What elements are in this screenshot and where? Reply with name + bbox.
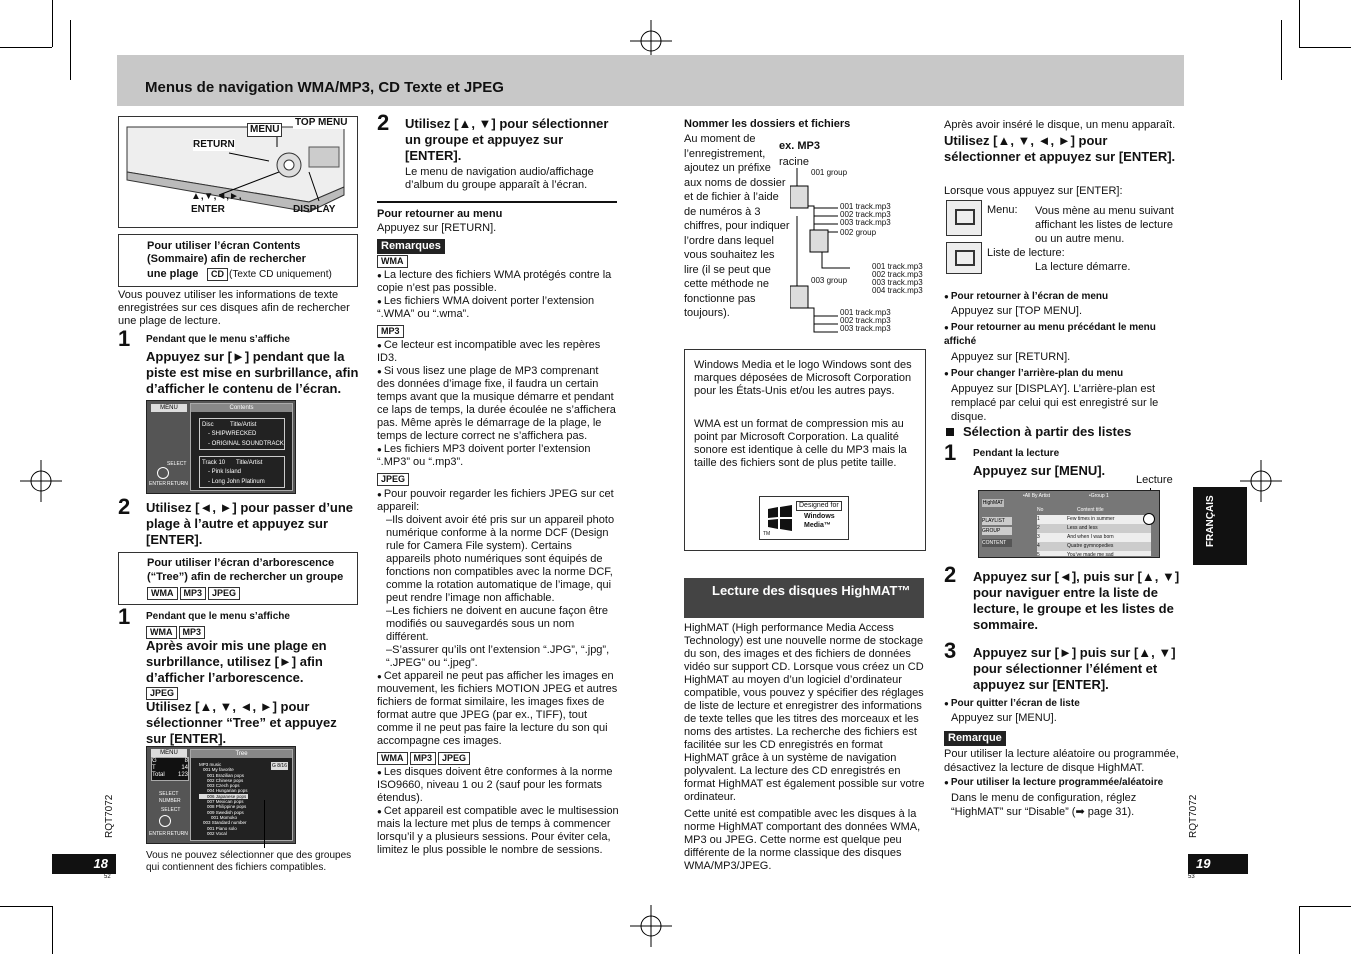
highmat-screen (978, 490, 1160, 558)
rqt-code: RQT7072 (1188, 794, 1199, 838)
group-label: 002 group (840, 228, 877, 237)
track-file: 002 track.mp3 (872, 270, 923, 279)
track-label: Track 10 (202, 460, 226, 466)
step-sub: Pendant que le menu s’affiche (146, 334, 290, 345)
track-panel (199, 456, 285, 488)
registration-mark (20, 460, 62, 502)
select-label: SELECT (167, 461, 187, 467)
remarques-list (377, 255, 619, 857)
t-label: T (152, 765, 156, 771)
disc-artist: - ORIGINAL SOUNDTRACK (208, 441, 284, 447)
arrows-label: ▲,▼,◄,►, (191, 191, 242, 202)
row-no: 4 (1037, 543, 1040, 549)
tree-box-title1: Pour utiliser l’écran d’arborescence (147, 557, 335, 569)
row-no: 5 (1037, 552, 1040, 556)
remark-item: ● Ce lecteur est incompatible avec les repères ID3. (377, 339, 619, 365)
step-text: Utilisez [▲, ▼] pour sélectionner un groupe et appuyez sur [ENTER]. (405, 116, 609, 163)
tree-item: 009 Swedish pops (207, 809, 244, 815)
crop-mark (1299, 906, 1351, 907)
language-tab-label: FRANÇAIS (1205, 495, 1216, 547)
step-sub: Pendant la lecture (973, 448, 1060, 459)
dpad-icon (157, 467, 169, 479)
remarques-label: Remarques (377, 239, 445, 254)
square-bullet-icon (946, 428, 954, 436)
logo-windows: Windows (804, 513, 835, 520)
mp3-tag: MP3 (179, 626, 206, 639)
jpeg-tag: JPEG (438, 752, 470, 765)
selection-title: Sélection à partir des listes (963, 424, 1132, 439)
track-file: 004 track.mp3 (872, 286, 923, 295)
display-label: DISPLAY (293, 204, 336, 215)
row-no: 1 (1037, 516, 1040, 522)
prog-title: ● Pour utiliser la lecture programmée/aléatoire (944, 776, 1163, 789)
playlist-icon (946, 242, 982, 274)
jpeg-tag: JPEG (208, 587, 240, 600)
list-desc: La lecture démarre. (1035, 261, 1131, 273)
quit-text: Appuyez sur [MENU]. (951, 712, 1057, 724)
screen-menu-label: MENU (151, 404, 187, 412)
group-tab: GROUP (982, 527, 1012, 535)
lecture-label: Lecture (1136, 474, 1173, 486)
prog-text: Dans le menu de configuration, réglez “HighMAT” sur “Disable” (➡ page 31). (951, 792, 1137, 818)
row-title: Quatre gymnopedies (1067, 543, 1114, 549)
bullet-text: Appuyez sur [TOP MENU]. (951, 305, 1083, 317)
menu-label: Menu: (987, 204, 1018, 216)
step-text: Utilisez [◄, ►] pour passer d’une plage à l’autre et appuyez sur [ENTER]. (146, 500, 354, 547)
remark-item: ● Les fichiers MP3 doivent porter l’extension “.MP3” ou “.mp3”. (377, 443, 619, 469)
row-title: You’ve made me sad (1067, 552, 1114, 556)
remark-subitem: –Les fichiers ne doivent en aucune façon être modifiés ou sauvegardés sous un nom différent. (386, 604, 608, 643)
menu-desc: Vous mène au menu suivant affichant les listes de lecture ou un autre menu. (1035, 205, 1174, 245)
cd-note: (Texte CD uniquement) (229, 269, 332, 280)
g-label: G (152, 758, 157, 764)
row-no: 2 (1037, 525, 1040, 531)
menu-label: MENU (247, 123, 282, 137)
mp3-tag: MP3 (377, 325, 404, 338)
dpad-icon (159, 815, 171, 827)
enter-label: ENTER (149, 481, 166, 487)
step-number: 1 (118, 326, 131, 351)
crop-mark (52, 906, 53, 954)
contents-box-title1: Pour utiliser l’écran Contents (147, 240, 301, 252)
left-intro: Vous pouvez utiliser les informations de texte enregistrées sur ces disques afin de rechercher une plage de lecture. (118, 289, 350, 327)
return-label: RETURN (167, 831, 188, 837)
remark-item: ● La lecture des fichiers WMA protégés contre la copie n’est pas possible. (377, 269, 619, 295)
step-text: Appuyez sur [►] pendant que la piste est mise en surbrillance, afin d’afficher le contenu de l’écran. (146, 349, 359, 396)
list-label: Liste de lecture: (987, 247, 1065, 259)
playlist-tab: PLAYLIST (982, 517, 1012, 525)
enter-label: ENTER (191, 204, 225, 215)
remote-illustration (118, 116, 358, 228)
counter-panel (151, 757, 189, 781)
step-number: 2 (118, 494, 131, 519)
track-file: 001 track.mp3 (872, 262, 923, 271)
track-list (872, 263, 923, 295)
jpeg-tag: JPEG (146, 687, 178, 700)
remarque-label: Remarque (944, 731, 1006, 746)
number-label: NUMBER (159, 798, 181, 804)
track-file: 001 track.mp3 (840, 202, 891, 211)
tree-box-tags (147, 587, 242, 600)
naming-text: Au moment de l’enregistrement, ajoutez un préfixe aux noms de dossier et de fichier à l’aide de numéros à 3 chiffres, pour indiquer l’ordre dans lequel vous souhaitez les lire (il se peut que cette méthode ne fonctionne pas toujours). (684, 133, 790, 319)
mp3-tag: MP3 (410, 752, 437, 765)
step-number: 1 (944, 440, 957, 465)
total-label: Total (152, 772, 165, 778)
track-file: 001 track.mp3 (840, 308, 891, 317)
track-title: - Pink Island (208, 469, 242, 475)
windows-media-logo (759, 496, 849, 540)
root-label: racine (779, 156, 809, 168)
crop-mark (1299, 906, 1300, 954)
tree-box-title2: (“Tree”) afin de rechercher un groupe (147, 571, 344, 583)
remark-item: ● Les fichiers WMA doivent porter l’extension “.WMA” ou “.wma”. (377, 295, 619, 321)
group-label: 003 group (811, 276, 848, 285)
step-text: Appuyez sur [MENU]. (973, 463, 1106, 478)
step-number: 3 (944, 638, 957, 663)
enter-label: ENTER (149, 831, 166, 837)
contents-box (118, 234, 358, 287)
contents-heading: Contents (191, 404, 292, 412)
step-text: Appuyez sur [◄], puis sur [▲, ▼] pour naviguer entre la liste de lecture, le groupe et les listes de sommaire. (973, 569, 1180, 632)
row-title: And when I was born (1067, 534, 1114, 540)
crop-mark (1281, 20, 1282, 80)
language-tab (1193, 487, 1247, 565)
caption-pointer (264, 800, 265, 848)
tree-item: 003 Standard number (203, 820, 247, 826)
title-artist-label: Title/Artist (236, 460, 263, 466)
tree-item: 001 Brazilian pops (207, 772, 245, 778)
windows-text-1: Windows Media et le logo Windows sont des marques déposées de Microsoft Corporation pour les États-Unis et/ou les autres pays. (694, 359, 912, 397)
track-list (840, 309, 891, 333)
step-number: 1 (118, 604, 131, 629)
track-file: 002 track.mp3 (840, 210, 891, 219)
crop-mark (1299, 47, 1351, 48)
remark-subitem: –Ils doivent avoir été pris sur un appareil photo numérique conforme à la norme DCF (Design rule for Camera File system). Certains appareils photo numériques sont équipés de fonctions non compatibles avec la norme DCF, comme la rotation automatique de l’image, qui peut rendre l’image non affichable. (386, 513, 615, 604)
col-no: No (1037, 507, 1044, 513)
windows-box (684, 349, 926, 551)
tree-item-selected: 006 Japanese pops (199, 794, 248, 799)
wma-tag: WMA (146, 626, 177, 639)
right-intro: Après avoir inséré le disque, un menu apparaît. (944, 119, 1176, 131)
crop-mark (0, 906, 52, 907)
page-small: 52 (104, 874, 111, 880)
page-number: 18 (52, 854, 116, 874)
naming-title: Nommer les dossiers et fichiers (684, 118, 851, 130)
disc-title: - SHIPWRECKED (208, 431, 257, 437)
list-header-2: •Group 1 (1089, 493, 1109, 499)
col-title: Content title (1077, 507, 1104, 513)
disc-panel (199, 418, 285, 450)
tree-box (118, 552, 358, 605)
registration-mark (630, 905, 672, 947)
quit-title: ● Pour quitter l’écran de liste (944, 697, 1080, 710)
tree-screen (146, 746, 296, 844)
tree-caption: Vous ne pouvez sélectionner que des groupes qui contiennent des fichiers compatibles. (146, 850, 352, 873)
track-file: 002 track.mp3 (840, 316, 891, 325)
track-file: 003 track.mp3 (840, 324, 891, 333)
bullet-text: Appuyez sur [RETURN]. (951, 351, 1071, 363)
windows-text-2: WMA est un format de compression mis au point par Microsoft Corporation. La qualité sonore est identique à celle du MP3 mais la taille des fichiers sont de plus petite taille. (694, 418, 907, 469)
tree-list (199, 762, 248, 836)
step-text-2: Utilisez [▲, ▼, ◄, ►] pour sélectionner “Tree” et appuyez sur [ENTER]. (146, 699, 337, 746)
highmat-header (684, 578, 924, 618)
step-text: Appuyez sur [►] puis sur [▲, ▼] pour sélectionner l’élément et appuyez sur [ENTER]. (973, 645, 1176, 692)
mp3-tag: MP3 (180, 587, 207, 600)
contents-box-title3: une plage (147, 268, 199, 280)
logo-tm: TM (763, 531, 771, 537)
contents-pane (190, 403, 293, 491)
track-file: 003 track.mp3 (872, 278, 923, 287)
tree-item: 002 Chinese pops (207, 777, 244, 783)
content-tab: CONTENT (982, 539, 1012, 547)
rqt-code: RQT7072 (104, 794, 115, 838)
menu-icon (946, 200, 982, 236)
tree-pane (190, 749, 293, 841)
row-no: 3 (1037, 534, 1040, 540)
remark-item: ● Cet appareil est compatible avec le multisession mais la lecture met plus de temps à commencer lorsqu’il y a plusieurs sessions. Pour éviter cela, limitez le plus possible le nombre de sessions. (377, 805, 619, 857)
play-indicator-icon (1143, 513, 1155, 525)
row-title: Less and less (1067, 525, 1098, 531)
page-small: 53 (1188, 874, 1195, 880)
right-step: Utilisez [▲, ▼, ◄, ►] pour sélectionner et appuyez sur [ENTER]. (944, 133, 1176, 164)
tree-heading: Tree (191, 750, 292, 758)
step-text: Après avoir mis une plage en surbrillance, utilisez [►] afin d’afficher l’arborescence. (146, 638, 327, 685)
select-label: SELECT (159, 791, 179, 797)
total-value: 123 (177, 772, 188, 778)
return-label: RETURN (167, 481, 188, 487)
highmat-text-1: HighMAT (High performance Media Access Technology) est une nouvelle norme de stockage du son, des images et des fichiers de données vidéo sur support CD. Lorsque vous créez un CD HighMAT au moyen d’un logiciel d’ordinateur compatible, vous pouvez y spécifier des réglages de liste de lecture et enregistrer des informations de texte telles que les titres des morceaux et les noms des artistes. La recherche des fichiers est facilitée sur les CD enregistrés en format HighMAT grâce à un système de navigation polyvalent. La lecture des CD enregistrés en format HighMAT est également possible sur votre ordinateur. (684, 622, 925, 803)
wma-tag: WMA (377, 752, 408, 765)
tree-item: 007 Mexican pops (207, 799, 244, 805)
content-rows (1037, 515, 1151, 556)
contents-screen (146, 400, 296, 494)
tree-item: 004 Hungarian pops (207, 788, 248, 794)
cd-tag: CD (207, 268, 228, 281)
tree-item: MP3 music (199, 762, 222, 767)
track-file: 003 track.mp3 (840, 218, 891, 227)
return-label: RETURN (193, 139, 235, 150)
bullet-title: ● Pour changer l’arrière-plan du menu (944, 367, 1184, 380)
highmat-logo: HighMAT (982, 500, 1004, 506)
page-title: Menus de navigation WMA/MP3, CD Texte et JPEG (145, 79, 504, 96)
track-artist: - Long John Platinum (208, 479, 265, 485)
contents-box-title2: (Sommaire) afin de rechercher (147, 253, 306, 265)
crop-mark (0, 47, 52, 48)
folder-icon (810, 230, 828, 252)
group-badge: G 8/16 (271, 763, 287, 769)
track-list (840, 203, 891, 237)
g-value: 8 (184, 758, 188, 764)
tree-item: 003 Czech pops (207, 783, 240, 789)
top-menu-label: TOP MENU (295, 117, 348, 128)
tree-item: 001 Piano solo (207, 825, 237, 831)
tree-item: 001 Momoko (211, 814, 238, 820)
group-label: 001 group (811, 168, 848, 177)
remark-item: ● Cet appareil ne peut pas afficher les images en mouvement, les fichiers MOTION JPEG et autres fichiers de format similaire, les images fixes de format autre que JPEG (par ex., TIFF), tout comme il ne peut pas faire la lecture du son qui accompagne ces images. (377, 670, 619, 748)
screen-menu-label: MENU (151, 749, 187, 757)
disc-label: Disc (202, 422, 214, 428)
tree-item: 008 Philippine pops (207, 804, 247, 810)
bullet-text: Appuyez sur [DISPLAY]. L’arrière-plan est remplacé par celui qui est enregistré sur le disque. (951, 383, 1159, 423)
divider (377, 201, 617, 203)
return-menu-title: Pour retourner au menu (377, 208, 503, 220)
t-value: 14 (181, 765, 188, 771)
remark-item: ● Pour pouvoir regarder les fichiers JPEG sur cet appareil: (377, 488, 619, 514)
highmat-title: Lecture des disques HighMAT™ (712, 583, 911, 598)
logo-designed-for: Designed for (796, 501, 842, 511)
highmat-text-2: Cette unité est compatible avec les disques à la norme HighMAT comportant des données WMA, MP3 ou JPEG. Cette norme est quelque peu différente de la norme classique des disques WMA/MP3/JPEG. (684, 808, 921, 872)
step-number: 2 (944, 562, 957, 587)
remark-subitem: –S’assurer qu’ils ont l’extension “.JPG”, “.jpg”, “.JPEG” ou “.jpeg”. (386, 643, 610, 669)
title-artist-label: Title/Artist (230, 422, 257, 428)
windows-flag-icon (766, 505, 794, 531)
tree-item: 002 Vocal (207, 830, 227, 836)
step-sub: Pendant que le menu s’affiche (146, 611, 290, 622)
folder-icon (790, 286, 808, 308)
crop-mark (1299, 0, 1300, 47)
bullet-title: ● Pour retourner à l’écran de menu (944, 290, 1184, 303)
select-label-2: SELECT (161, 807, 181, 813)
tree-item: 001 My favorite (203, 767, 234, 773)
page-number: 19 (1188, 854, 1248, 874)
step-sub: Le menu de navigation audio/affichage d’album du groupe apparaît à l’écran. (405, 166, 594, 191)
remark-item: ● Les disques doivent être conformes à la norme ISO9660, niveau 1 ou 2 (sauf pour les formats étendus). (377, 766, 619, 805)
crop-mark (70, 20, 71, 80)
row-title: Few times in summer (1067, 516, 1115, 522)
list-header: •All By Artist (1023, 493, 1051, 499)
return-menu-text: Appuyez sur [RETURN]. (377, 222, 497, 234)
step-number: 2 (377, 110, 390, 135)
folder-icon (790, 186, 808, 208)
right-bullets (944, 290, 1184, 424)
right-after: Lorsque vous appuyez sur [ENTER]: (944, 185, 1123, 197)
wma-tag: WMA (147, 587, 178, 600)
remark-item: ● Si vous lisez une plage de MP3 comprenant des données d’image fixe, il faudra un certain temps avant que la musique démarre et pendant ce laps de temps, la durée écoulée ne s’affichera pas. Même après le démarrage de la plage, le temps de lecture correct ne s’affichera pas. (377, 365, 619, 443)
logo-media: Media™ (804, 522, 831, 529)
crop-mark (52, 0, 53, 47)
bullet-title: ● Pour retourner au menu précédant le menu affiché (944, 321, 1184, 349)
example-label: ex. MP3 (779, 140, 820, 152)
remarque-text: Pour utiliser la lecture aléatoire ou programmée, désactivez la lecture de disque HighMAT. (944, 748, 1179, 774)
wma-tag: WMA (377, 255, 408, 268)
jpeg-tag: JPEG (377, 473, 409, 486)
